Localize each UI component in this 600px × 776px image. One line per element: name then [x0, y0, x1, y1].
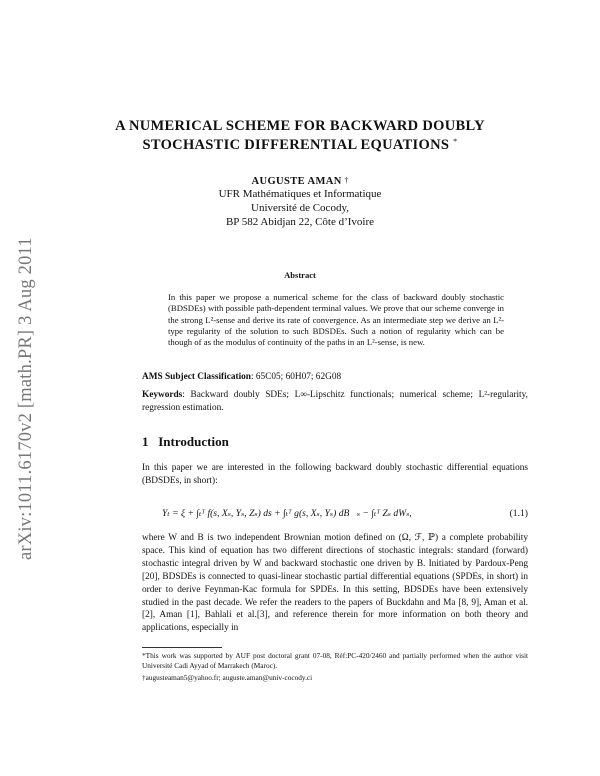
affiliation-line-1: UFR Mathématiques et Informatique [218, 188, 382, 200]
paper-title-line-2-text: STOCHASTIC DIFFERENTIAL EQUATIONS [142, 137, 450, 153]
ams-classification [142, 371, 528, 384]
author-footnote-mark: † [344, 176, 349, 185]
affiliation-line-2: Université de Cocody, [251, 202, 349, 214]
body-paragraph: where W and B is two independent Brownian motion defined on (Ω, ℱ, ℙ) a complete probability space. This kind of equation has two different directions of stochastic integrals: standard (forward) stochastic integral driven by W and backward stochastic one driven by B. Initiated by Pardoux-Peng [20], BDSDEs is connected to quasi-linear stochastic partial differential equations (SPDEs, in short) in order to derive Feynman-Kac formula for SPDEs. In this setting, BDSDEs have been extensively studied in the past decade. We refer the readers to the papers of Buckdahn and Ma [8, 9], Aman et al. [2], Aman [1], Bahlali et al.[3], and reference therein for more information on both theory and applications, especially in [142, 533, 528, 634]
abstract-text: In this paper we propose a numerical scheme for the class of backward doubly stochastic (BDSDEs) with possible path-dependent terminal values. We prove that our scheme converge in the strong L²-sense and derive its rate of convergence. As an intermediate step we derive an L²-type regularity of the solution to such BDSDEs. Such a notion of regularity which can be though of as the modulus of continuity of the paths in an L²-sense, is new. [168, 292, 504, 348]
footnote-rule [142, 647, 222, 648]
footnote-2: †augusteaman5@yahoo.fr; auguste.aman@univ-cocody.ci [142, 673, 313, 682]
author-name: AUGUSTE AMAN [251, 176, 342, 187]
footnote-1: *This work was supported by AUF post doctoral grant 07-08, Réf:PC-420/2460 and partially performed when the author visit Université Cadi Ayyad of Marrakech (Maroc). [142, 651, 528, 670]
paper-title-line-2 [0, 137, 600, 154]
section-number: 1 [142, 434, 149, 449]
paper-title-line-1: A NUMERICAL SCHEME FOR BACKWARD DOUBLY [115, 118, 485, 134]
equation-number: (1.1) [509, 508, 528, 519]
equation-1-1 [142, 498, 528, 532]
ams-value: : 65C05; 60H07; 62G08 [250, 372, 342, 382]
keywords-label: Keywords [142, 390, 183, 400]
arxiv-identifier: arXiv:1011.6170v2 [math.PR] 3 Aug 2011 [16, 237, 36, 560]
ams-label: AMS Subject Classification [142, 372, 251, 382]
abstract-heading: Abstract [284, 270, 316, 280]
affiliation-line-3: BP 582 Abidjan 22, Côte d’Ivoire [225, 216, 375, 228]
intro-paragraph: In this paper we are interested in the following backward doubly stochastic differential equations (BDSDEs, in short): [142, 463, 528, 486]
keywords [142, 389, 528, 415]
equation-body: Yₜ = ξ + ∫ₜᵀ f(s, Xₛ, Yₛ, Zₛ) ds + ∫ₜᵀ g(s, Xₛ, Yₛ) dB⃖ₛ − ∫ₜᵀ Zₛ dWₛ, [162, 508, 412, 519]
title-footnote-mark: * [453, 137, 458, 146]
keywords-value: : Backward doubly SDEs; L∞-Lipschitz functionals; numerical scheme; L²-regularity, regression estimation. [142, 390, 528, 413]
section-title: Introduction [158, 434, 229, 449]
section-heading [142, 434, 229, 450]
